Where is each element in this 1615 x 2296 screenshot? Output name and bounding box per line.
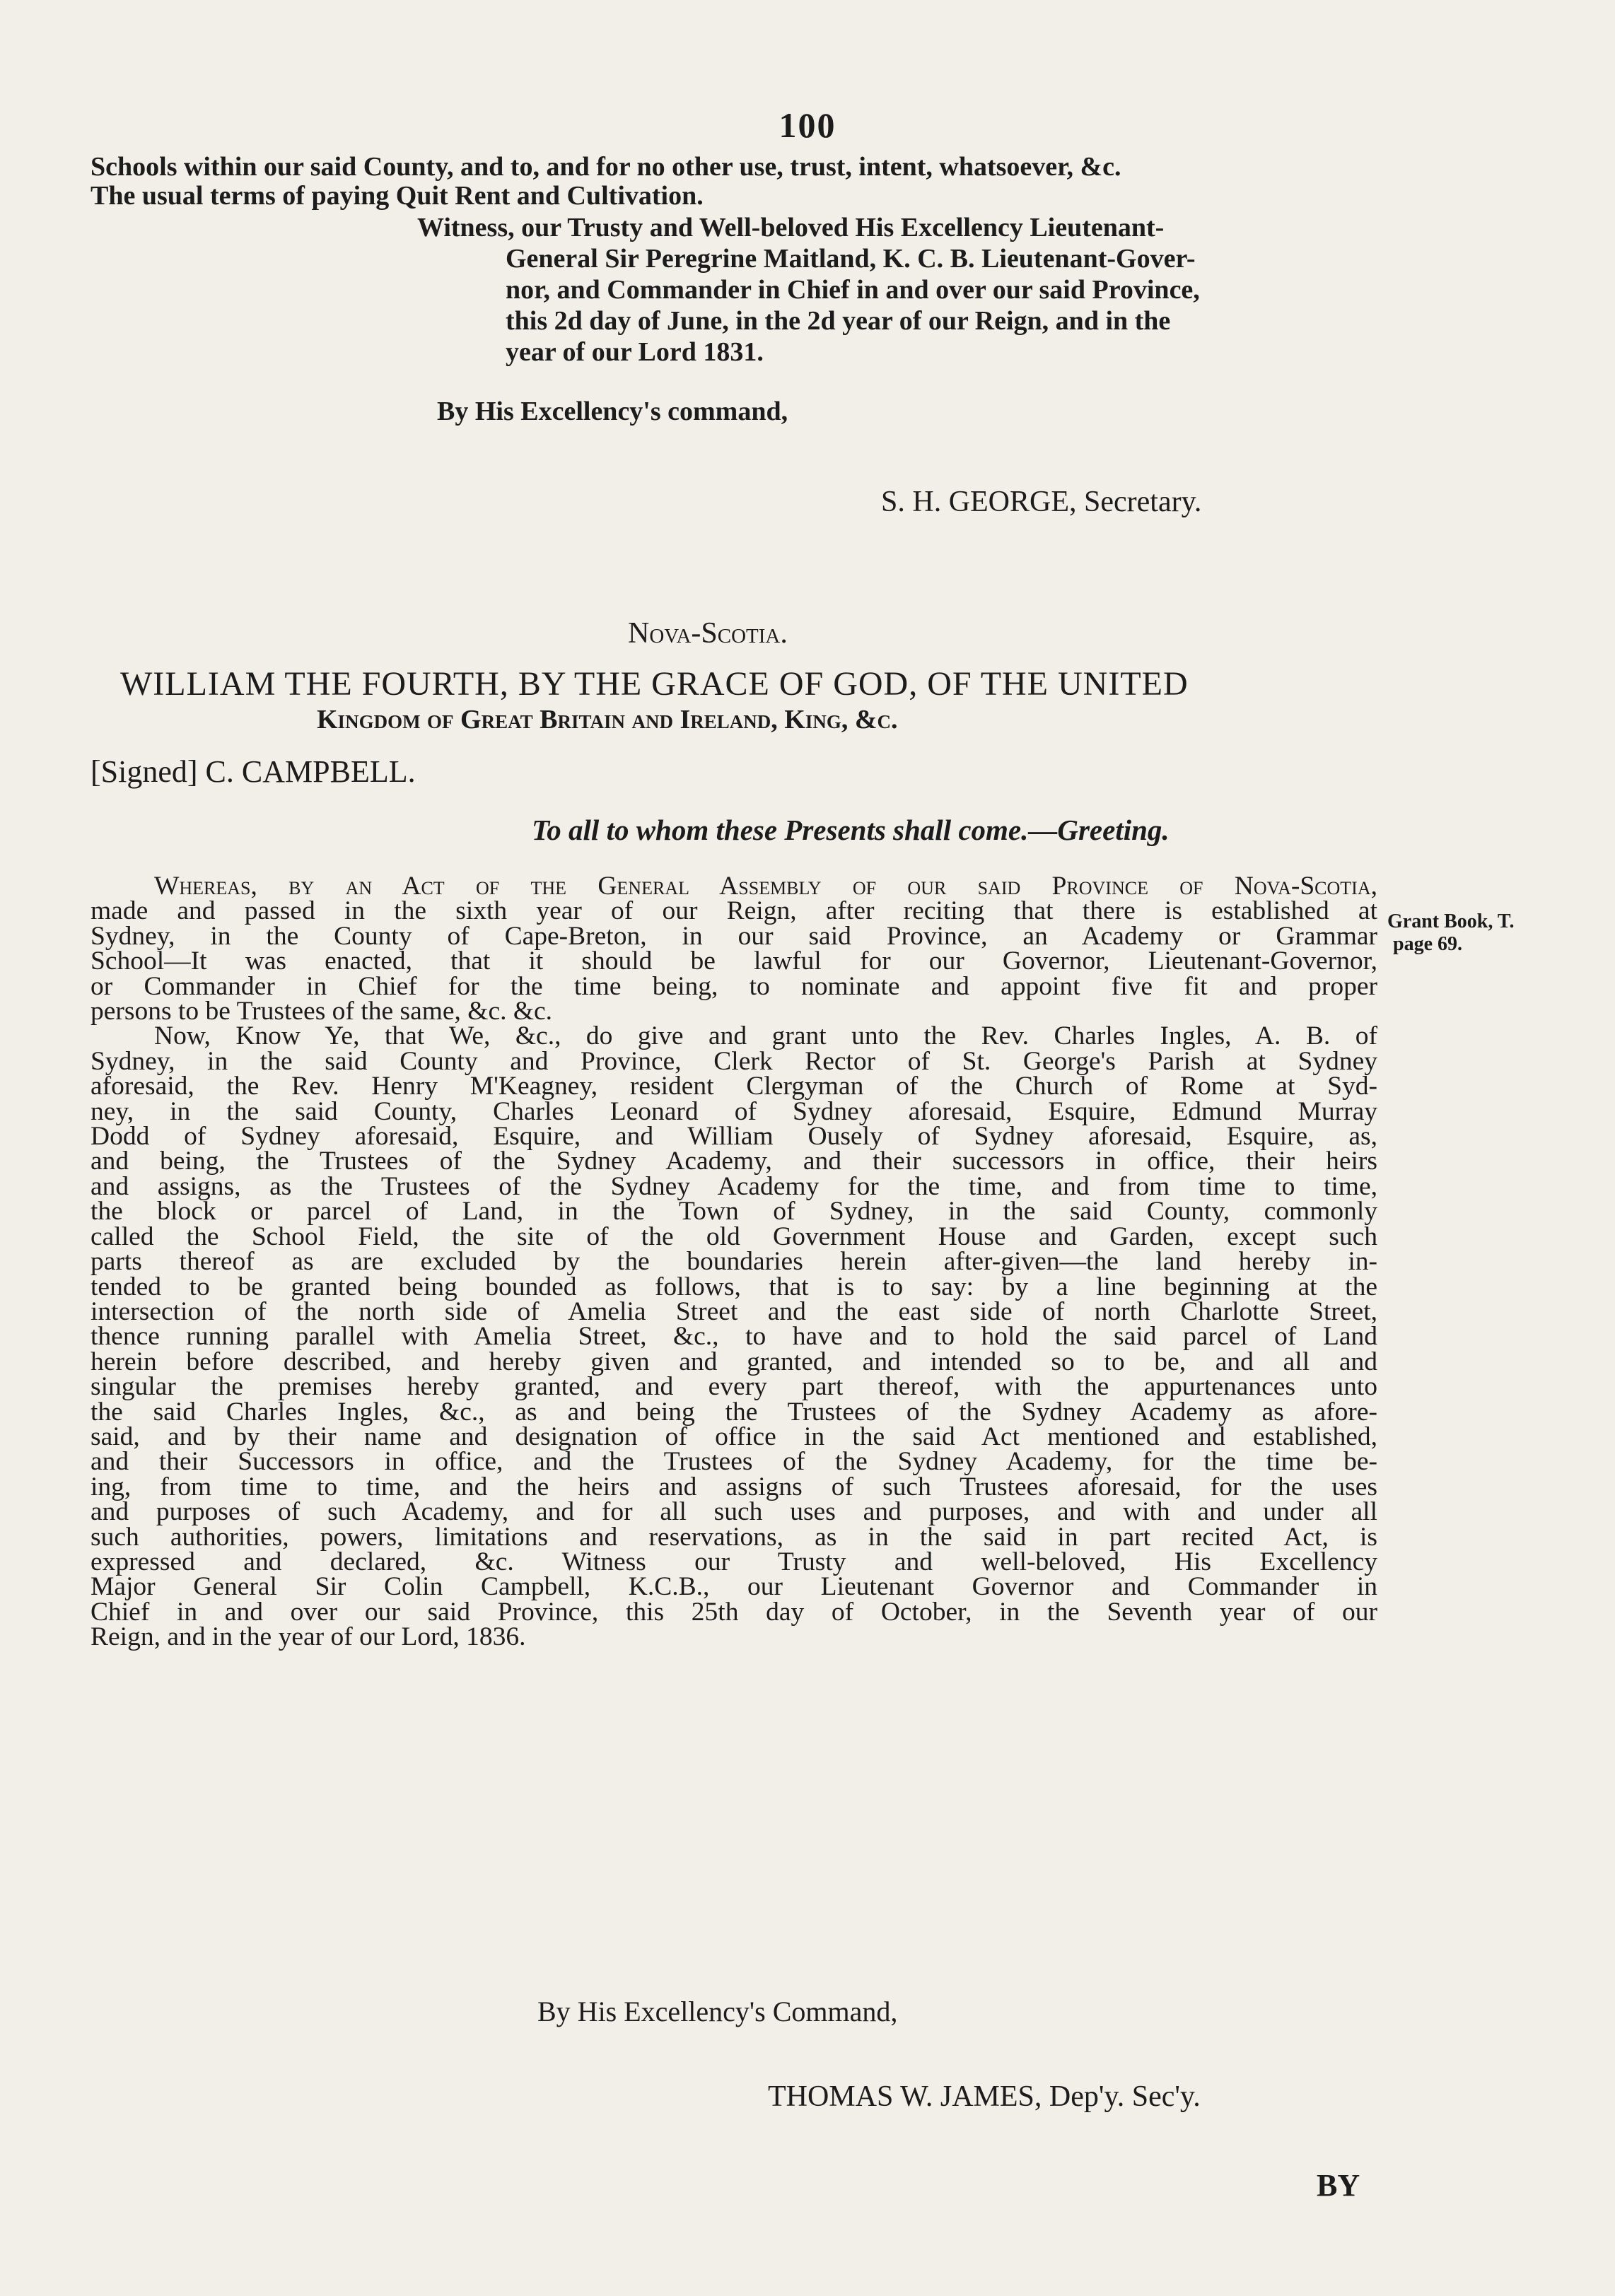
text-line: Reign, and in the year of our Lord, 1836.: [91, 1622, 526, 1652]
text-line: the block or parcel of Land, in the Town of Sydney, in the said County, commonly: [91, 1197, 1377, 1226]
text-line: Now, Know Ye, that We, &c., do give and grant unto the Rev. Charles Ingles, A. B. of: [154, 1021, 1377, 1051]
text-line: the said Charles Ingles, &c., as and being the Trustees of the Sydney Academy as afore-: [91, 1397, 1377, 1427]
text-line: Sydney, in the County of Cape-Breton, in our said Province, an Academy or Grammar: [91, 921, 1377, 951]
margin-note-line-2: page 69.: [1393, 933, 1462, 955]
paragraph-whereas: [91, 874, 1377, 1024]
top-signature: S. H. GEORGE, Secretary.: [881, 486, 1202, 518]
text-line: Major General Sir Colin Campbell, K.C.B., our Lieutenant Governor and Commander in: [91, 1572, 1377, 1602]
text-line: such authorities, powers, limitations and reservations, as in the said in part recited Act, is: [91, 1522, 1377, 1552]
signed-line: [Signed] C. CAMPBELL.: [91, 754, 416, 789]
top-line-1: Schools within our said County, and to, and for no other use, trust, intent, whatsoever, &c.: [91, 152, 1121, 182]
margin-note: [1387, 910, 1514, 956]
text-line: intersection of the north side of Amelia Street and the east side of north Charlotte Street,: [91, 1296, 1377, 1326]
margin-note-line-1: Grant Book, T.: [1387, 910, 1515, 932]
text-line: and being, the Trustees of the Sydney Academy, and their successors in office, their heirs: [91, 1147, 1377, 1176]
witness-line-4: this 2d day of June, in the 2d year of our Reign, and in the: [506, 306, 1171, 336]
text-line: made and passed in the sixth year of our Reign, after reciting that there is established at: [91, 896, 1377, 926]
text-line: persons to be Trustees of the same, &c. &c.: [91, 997, 553, 1026]
text-line: thence running parallel with Amelia Street, &c., to have and to hold the said parcel of Land: [91, 1322, 1377, 1352]
text-line: Dodd of Sydney aforesaid, Esquire, and William Ousely of Sydney aforesaid, Esquire, as,: [91, 1122, 1377, 1152]
text-line: Sydney, in the said County and Province, Clerk Rector of St. George's Parish at Sydney: [91, 1046, 1377, 1076]
top-command: By His Excellency's command,: [437, 397, 788, 426]
text-line: Chief in and over our said Province, this 25th day of October, in the Seventh year of our: [91, 1597, 1377, 1627]
text-line: and purposes of such Academy, and for all such uses and purposes, and with and under all: [91, 1497, 1377, 1527]
page-number: 100: [779, 105, 836, 145]
text-line: or Commander in Chief for the time being, to nominate and appoint five fit and proper: [91, 971, 1377, 1001]
top-line-2: The usual terms of paying Quit Rent and Cultivation.: [91, 181, 704, 211]
text-line: said, and by their name and designation of office in the said Act mentioned and established,: [91, 1422, 1377, 1451]
text-line: parts thereof as are excluded by the boundaries herein after-given—the land hereby in-: [91, 1247, 1377, 1277]
text-line: herein before described, and hereby given and granted, and intended so to be, and all and: [91, 1347, 1377, 1376]
text-line: and their Successors in office, and the Trustees of the Sydney Academy, for the time be-: [91, 1447, 1377, 1477]
king-title-line-2: Kingdom of Great Britain and Ireland, King, &c.: [317, 705, 898, 734]
grant-command: By His Excellency's Command,: [537, 1996, 898, 2027]
grant-body: [91, 874, 1377, 1650]
grant-signature: THOMAS W. JAMES, Dep'y. Sec'y.: [768, 2080, 1201, 2113]
text-line: School—It was enacted, that it should be lawful for our Governor, Lieutenant-Governor,: [91, 947, 1377, 976]
witness-line-5: year of our Lord 1831.: [506, 337, 764, 367]
witness-line-3: nor, and Commander in Chief in and over our said Province,: [506, 275, 1200, 305]
king-title-line-1: WILLIAM THE FOURTH, BY THE GRACE OF GOD, OF THE UNITED: [120, 665, 1189, 703]
text-line: called the School Field, the site of the old Government House and Garden, except such: [91, 1222, 1377, 1251]
text-line: expressed and declared, &c. Witness our Trusty and well-beloved, His Excellency: [91, 1547, 1377, 1576]
witness-line-2: General Sir Peregrine Maitland, K. C. B. Lieutenant-Gover-: [506, 244, 1196, 274]
text-line: aforesaid, the Rev. Henry M'Keagney, resident Clergyman of the Church of Rome at Syd-: [91, 1072, 1377, 1101]
catchword: BY: [1317, 2168, 1360, 2203]
greeting: To all to whom these Presents shall come.—Greeting.: [532, 814, 1170, 846]
text-line: Whereas, by an Act of the General Assembly of our said Province of Nova-Scotia,: [154, 872, 1377, 901]
text-line: and assigns, as the Trustees of the Sydney Academy for the time, and from time to time,: [91, 1171, 1377, 1201]
text-line: singular the premises hereby granted, and every part thereof, with the appurtenances unto: [91, 1372, 1377, 1402]
witness-line-1: Witness, our Trusty and Well-beloved His Excellency Lieutenant-: [417, 213, 1165, 242]
text-line: ney, in the said County, Charles Leonard of Sydney aforesaid, Esquire, Edmund Murray: [91, 1096, 1377, 1126]
text-line: tended to be granted being bounded as follows, that is to say: by a line beginning at the: [91, 1272, 1377, 1301]
paragraph-know-ye: [91, 1021, 1377, 1652]
text-line: ing, from time to time, and the heirs and assigns of such Trustees aforesaid, for the uses: [91, 1472, 1377, 1501]
province-heading: Nova-Scotia.: [628, 617, 788, 650]
